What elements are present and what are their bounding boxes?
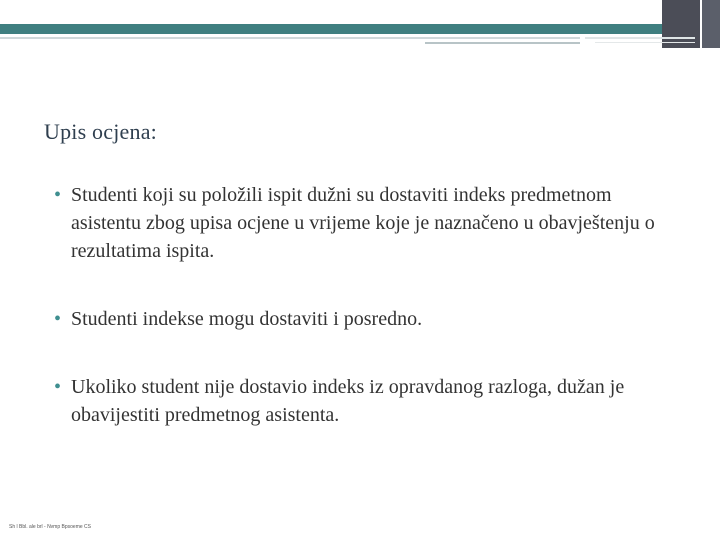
bullet-item bbox=[54, 373, 694, 429]
slide-footer: Sh l Bbl. ale brl - Nvmp Bpsoeme CS bbox=[9, 524, 91, 530]
bullet-list bbox=[54, 181, 694, 429]
bullet-icon: • bbox=[54, 376, 62, 398]
bullet-icon: • bbox=[54, 308, 62, 330]
bullet-text: Studenti koji su položili ispit dužni su dostaviti indeks predmetnom asistentu zbog upisa ocjene u vrijeme koje je naznačeno u obavještenju o rezultatima ispita. bbox=[71, 184, 655, 262]
slide-top-dark-inner-block bbox=[700, 0, 720, 48]
decorative-line-a bbox=[0, 37, 580, 39]
decorative-line-b bbox=[425, 42, 580, 44]
bullet-item bbox=[54, 305, 694, 333]
decorative-line-c bbox=[585, 37, 695, 39]
bullet-item bbox=[54, 181, 694, 265]
decorative-line-d bbox=[595, 42, 695, 43]
bullet-icon: • bbox=[54, 184, 62, 206]
bullet-text: Ukoliko student nije dostavio indeks iz opravdanog razloga, dužan je obavijestiti predmetnog asistenta. bbox=[71, 376, 625, 426]
slide-title: Upis ocjena: bbox=[44, 119, 157, 144]
slide-top-band bbox=[0, 24, 720, 34]
bullet-text: Studenti indekse mogu dostaviti i posredno. bbox=[71, 308, 423, 330]
